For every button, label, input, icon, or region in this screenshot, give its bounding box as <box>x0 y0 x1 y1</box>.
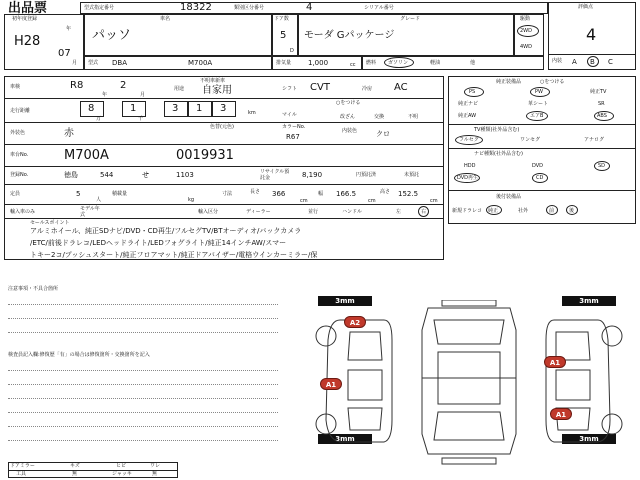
import-label: 輸入車のみ <box>10 209 36 215</box>
inspector-line-1 <box>8 370 278 371</box>
mileage-digit-3: 3 <box>172 103 179 114</box>
opt-leather: 革シート <box>528 101 549 107</box>
evaluation-label: 評価点 <box>578 4 594 10</box>
year-unit: 年 <box>66 26 72 32</box>
fuel-opt-other: 他 <box>470 60 476 66</box>
navi-title: ナビ種類(社外品含む) <box>474 151 523 157</box>
first-reg-month: 07 <box>58 48 71 59</box>
mileage-opt-tamper: 改ざん <box>340 114 356 120</box>
color-label: 外装色 <box>10 130 26 136</box>
doors-value: 5 <box>280 30 287 41</box>
navi-divider <box>448 148 636 149</box>
doors-sub: D <box>290 48 294 54</box>
equip-h-crack: ヒビ <box>116 463 127 469</box>
fuel-label: 燃料 <box>366 60 377 66</box>
usage-label: 用途 <box>174 86 185 92</box>
height-label: 高さ <box>380 189 391 195</box>
notes-title: 注意事項・不具合箇所 <box>8 286 59 292</box>
dims-label: 寸法 <box>222 191 233 197</box>
registration-label: 登録No. <box>10 172 29 178</box>
row-divider-2 <box>4 122 444 123</box>
width-label: 幅 <box>318 191 324 197</box>
drive-2wd: 2WD <box>520 28 532 34</box>
damage-marker-a2-front-left: A2 <box>344 316 366 328</box>
drive-label: 駆動 <box>520 16 531 22</box>
scale-bar-bottom-right: 3mm <box>562 434 616 444</box>
options-mark: ○をつける <box>540 79 565 85</box>
registration-class: 544 <box>100 171 114 179</box>
model-type-label: 型式 <box>88 60 99 66</box>
model-year-label: モデル年式 <box>80 206 100 218</box>
vehicle-check-month: 2 <box>120 80 127 91</box>
after-divider <box>448 190 636 191</box>
displacement-unit: cc <box>350 62 356 68</box>
recycle-value: 8,190 <box>302 171 323 179</box>
interior-color-label: 内装色 <box>342 128 358 134</box>
notes-line-3 <box>8 332 278 333</box>
sales-points-label: セールスポイント <box>30 220 70 226</box>
opt-aw: 純正AW <box>458 113 477 119</box>
after-title: 後付装備品 <box>496 194 522 200</box>
equip-tools-value: 無 <box>72 471 78 477</box>
equip-h-mirror: ドアミラー <box>10 463 35 469</box>
height-unit: cm <box>430 198 438 204</box>
sales-line-2: /ETC/前後ドラレコ/LEDヘッドライト/LEDフォグライト/純正14インチAW/スマー <box>30 239 287 247</box>
capacity-unit: 人 <box>96 197 102 203</box>
import-opt-dealer: ディーラー <box>246 209 271 215</box>
model-code-label: 型式指定番号 <box>84 5 115 11</box>
ac-value: AC <box>394 82 408 93</box>
displacement-label: 排気量 <box>276 60 292 66</box>
car-name-label: 車名 <box>160 16 171 22</box>
damage-marker-a1-left-lower: A1 <box>320 378 342 390</box>
color-value: 赤 <box>64 128 74 139</box>
equip-jack: ジャッキ <box>112 471 132 477</box>
registration-kana: せ <box>142 171 149 179</box>
wheel-right-front <box>602 326 622 346</box>
after-rear: 後 <box>569 208 575 214</box>
vehicle-check-label: 車検 <box>10 84 21 90</box>
interior-grade-label: 内装 <box>552 58 563 64</box>
navi-hdd: HDD <box>464 163 476 169</box>
import-class-label: 輸入区分 <box>198 209 219 215</box>
damage-marker-a1-right-upper: A1 <box>544 356 566 368</box>
chassis-prefix: M700A <box>64 148 109 163</box>
fuel-opt-diesel: 軽油 <box>430 60 441 66</box>
interior-color-value: クロ <box>376 130 390 138</box>
after-genuine: 純正 <box>488 208 499 214</box>
mileage-opt-replaced: 交換 <box>374 114 385 120</box>
mileage-digit-2: 1 <box>130 103 137 114</box>
scale-bar-top-right: 3mm <box>562 296 616 306</box>
mileage-digit-4: 1 <box>196 103 203 114</box>
wheel-left-front <box>316 326 336 346</box>
interior-opt-a: A <box>572 58 577 66</box>
opt-airbag: エアB <box>530 113 544 119</box>
navi-sd: SD <box>598 163 606 169</box>
damage-marker-a1-right-lower: A1 <box>550 408 572 420</box>
load-unit: kg <box>188 197 195 203</box>
mileage-unit-sen: 千 <box>138 116 144 122</box>
navi-dvdplay: DVD再生 <box>457 175 479 181</box>
recycle-status: 未預託 <box>404 172 420 178</box>
row-divider-5 <box>4 184 444 185</box>
car-right-side <box>546 320 610 442</box>
handle-label: ハンドル <box>342 209 363 215</box>
mileage-opt-unknown: 不明 <box>408 114 419 120</box>
usage-header: 不明車新車 <box>200 78 226 84</box>
tv-oneseg: ワンセグ <box>520 137 541 143</box>
doors-label: ドア数 <box>274 16 289 22</box>
opt-pw: PW <box>535 89 543 95</box>
rear-bumper <box>442 458 496 464</box>
usage-value: 自家用 <box>202 85 232 96</box>
inspector-title: 検査員記入欄:修復歴「有」の場合は修復箇所・交換箇所を記入 <box>8 352 150 358</box>
capacity-value: 5 <box>76 190 81 198</box>
serial-label: シリアル番号 <box>364 5 394 11</box>
displacement-value: 1,000 <box>308 59 329 67</box>
after-front: 前 <box>549 208 555 214</box>
mileage-label: 走行距離 <box>10 108 31 114</box>
color-code-label: カラーNo. <box>282 124 306 130</box>
mileage-mark: ○をつける <box>336 100 361 106</box>
options-panel <box>448 76 636 224</box>
handle-right: 右 <box>421 209 427 215</box>
category-value: 4 <box>306 2 313 13</box>
first-reg-year: H28 <box>14 34 41 49</box>
inspector-line-5 <box>8 426 278 427</box>
page-title: 出品票 <box>8 1 48 16</box>
length-unit: cm <box>300 198 308 204</box>
month-unit: 月 <box>72 60 78 66</box>
wheel-right-rear <box>602 414 622 434</box>
opt-abs: ABS <box>597 113 607 119</box>
notes-line-1 <box>8 304 278 305</box>
chassis-label: 車台No. <box>10 152 29 158</box>
capacity-label: 定員 <box>10 191 21 197</box>
mileage-digit-5: 3 <box>220 103 227 114</box>
vehicle-check-year-unit: 年 <box>102 92 108 98</box>
registration-number: 1103 <box>176 171 194 179</box>
inspector-line-3 <box>8 398 278 399</box>
notes-line-2 <box>8 318 278 319</box>
row-divider-7 <box>4 218 444 219</box>
equip-jack-value: 無 <box>152 471 158 477</box>
width-value: 166.5 <box>336 190 357 198</box>
height-value: 152.5 <box>398 190 419 198</box>
opt-ps: PS <box>469 89 476 95</box>
after-label: 新規ドラレコ <box>452 208 483 214</box>
recycle-label: リサイクル預託金 <box>260 169 290 181</box>
row-divider-3 <box>4 144 444 145</box>
scale-bar-top-left: 3mm <box>318 296 372 306</box>
equip-h-break: ワレ <box>150 463 161 469</box>
tv-fullseg: フルセグ <box>459 137 479 143</box>
vehicle-check-month-unit: 月 <box>140 92 146 98</box>
mile-label: マイル <box>282 112 297 118</box>
inspector-line-4 <box>8 412 278 413</box>
tv-title: TV種類(社外品含む) <box>474 127 520 133</box>
options-title: 純正装備品 <box>496 79 522 85</box>
model-type-value: M700A <box>188 59 213 67</box>
registration-region: 徳島 <box>64 171 78 179</box>
scale-bar-bottom-left: 3mm <box>318 434 372 444</box>
shift-label: シフト <box>282 86 298 92</box>
tv-analog: アナログ <box>584 137 605 143</box>
import-opt-parallel: 並行 <box>308 209 319 215</box>
interior-opt-c: C <box>608 58 613 66</box>
opt-tv: 純正TV <box>590 89 607 95</box>
width-unit: cm <box>368 198 376 204</box>
evaluation-divider <box>548 54 636 55</box>
front-bumper <box>442 300 496 306</box>
color-code-value: R67 <box>286 133 300 141</box>
color-sub-label: 色替(元色) <box>210 124 234 130</box>
vehicle-check-era: R8 <box>70 80 84 91</box>
interior-opt-b: B <box>590 58 595 66</box>
evaluation-value: 4 <box>586 25 597 44</box>
ac-label: 冷房 <box>362 86 373 92</box>
model-type-prefix: DBA <box>112 59 127 67</box>
navi-cd: CD <box>536 175 544 181</box>
car-name-value: パッソ <box>92 28 132 43</box>
chassis-value: 0019931 <box>176 148 234 163</box>
first-reg-label: 初年度登録 <box>12 16 38 22</box>
length-value: 366 <box>272 190 286 198</box>
header-strip <box>80 2 548 14</box>
fuel-opt-gas: ガソリン <box>388 60 409 66</box>
drive-4wd: 4WD <box>520 44 532 50</box>
inspector-line-6 <box>8 440 278 441</box>
row-divider-6 <box>4 204 444 205</box>
grade-value: モーダ Gパッケージ <box>304 30 395 41</box>
sales-line-1: アルミホイール、純正SDナビ/DVD・CD再生/フルセグTV/BTオーディオ/バックカメラ <box>30 227 302 235</box>
mileage-unit-man: 万 <box>96 116 102 122</box>
load-label: 積載量 <box>112 191 128 197</box>
length-label: 長さ <box>250 189 261 195</box>
recycle-unit: 円預託済 <box>356 172 377 178</box>
equip-tools: 工具 <box>16 471 27 477</box>
equip-h-scratch: キズ <box>70 463 80 469</box>
shift-value: CVT <box>310 82 330 93</box>
mileage-digit-1: 8 <box>88 103 95 114</box>
row-divider-1 <box>4 98 444 99</box>
row-divider-4 <box>4 166 444 167</box>
grade-label: グレード <box>400 16 421 22</box>
after-aftermarket: 社外 <box>518 208 529 214</box>
inspector-line-2 <box>8 384 278 385</box>
opt-sr: SR <box>598 101 605 107</box>
navi-dvd: DVD <box>532 163 544 169</box>
handle-left: 左 <box>396 209 402 215</box>
sales-line-3: トキー2コ/プッシュスタート/純正フロアマット/純正ドアバイザー/電格ウインカーミラー/保 <box>30 251 318 259</box>
car-top-view <box>422 308 516 454</box>
mileage-km: km <box>248 110 256 116</box>
category-label: 類別区分番号 <box>234 5 265 11</box>
tv-divider <box>448 124 636 125</box>
opt-navi: 純正ナビ <box>458 101 479 107</box>
model-code-value: 18322 <box>180 2 212 13</box>
